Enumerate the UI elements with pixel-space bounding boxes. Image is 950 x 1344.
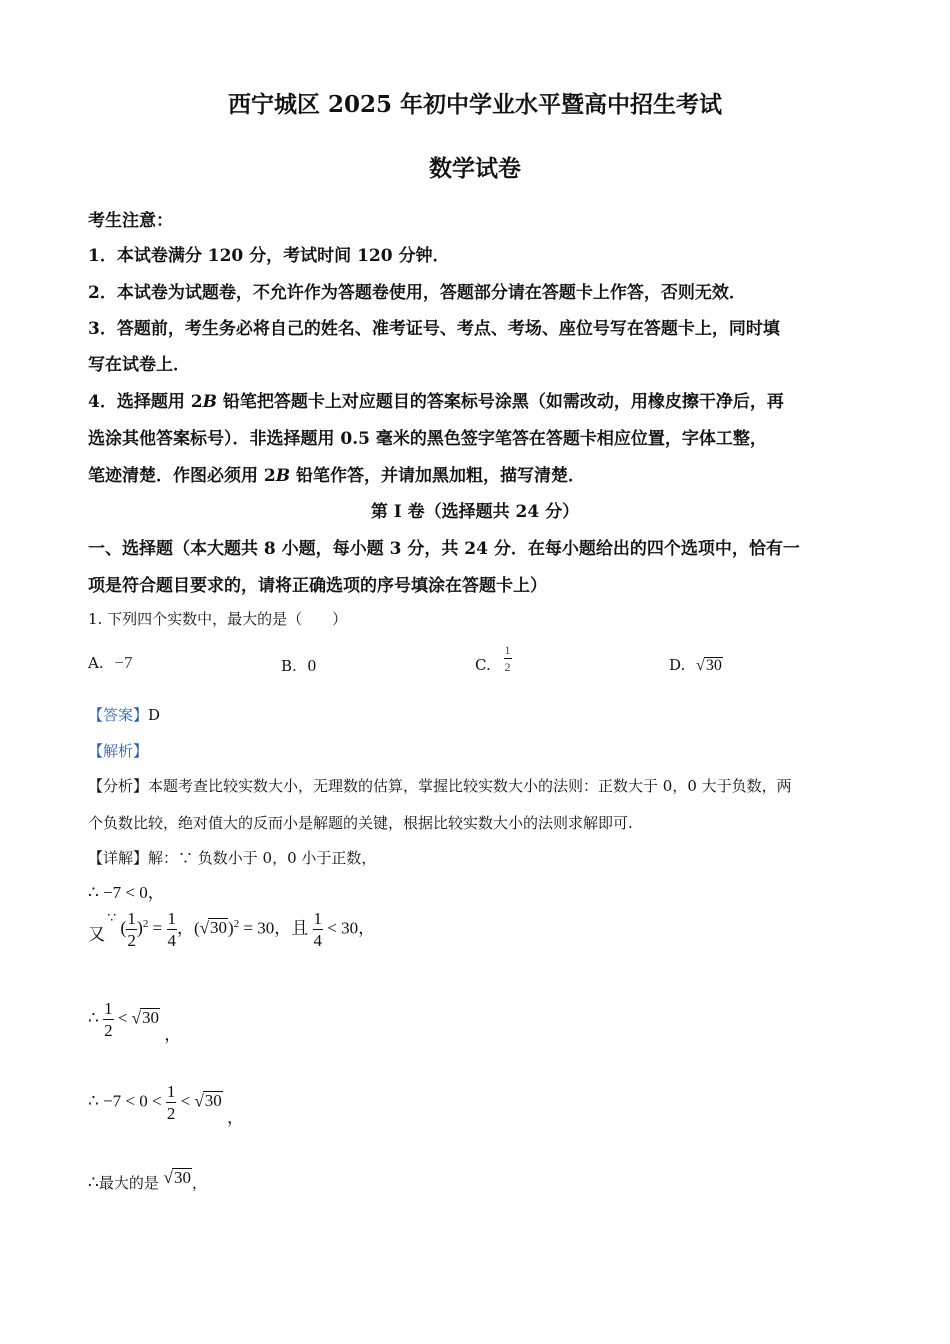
analysis-label: 【分析】 <box>88 777 149 795</box>
option-c-fraction <box>504 644 512 673</box>
frac3-num: 1 <box>313 909 323 928</box>
square-2: 2 <box>233 917 240 930</box>
lt-1: < <box>327 918 337 938</box>
analysis-tag: 【解析】 <box>88 742 149 760</box>
option-d-label: D. <box>669 656 686 674</box>
frac2-num: 1 <box>167 909 177 928</box>
answer-line <box>88 704 160 725</box>
step-1-expr: ∴ −7 < 0 <box>88 883 148 902</box>
option-c-numerator: 1 <box>504 642 511 657</box>
notice-item-4-text-a: 4．选择题用 2 <box>88 392 203 412</box>
radicand-4: 30 <box>173 1168 191 1187</box>
value-30-b: 30 <box>341 918 359 938</box>
frac5-den: 2 <box>166 1104 176 1123</box>
notice-item-4-text-b: 铅笔把答题卡上对应题目的答案标号涂黑（如需改动，用橡皮擦干净后，再 <box>216 392 784 412</box>
detail-label: 【详解】 <box>88 849 149 867</box>
step-3 <box>88 999 182 1044</box>
option-d-value <box>696 657 723 674</box>
frac4-den: 2 <box>104 1021 113 1040</box>
frac1-den: 2 <box>127 931 136 950</box>
notice-item-4-line-2: 选涂其他答案标号）．非选择题用 0.5 毫米的黑色签字笔答在答题卡相应位置，字体工整， <box>88 429 767 449</box>
therefore-symbol-2: ∴ <box>88 1091 99 1111</box>
radicand-3: 30 <box>204 1091 222 1111</box>
option-b-label: B. <box>281 657 297 675</box>
detail-text: 解：∵ 负数小于 0，0 小于正数， <box>148 849 377 867</box>
radicand-1: 30 <box>210 918 228 938</box>
and-word: 且 <box>291 918 309 938</box>
minus-seven: −7 <box>103 1091 122 1111</box>
notice-item-4-line-3-b-letter: B <box>275 466 291 486</box>
step-4-fraction <box>166 1083 177 1122</box>
option-a <box>88 653 132 673</box>
comma-1: ， <box>177 918 195 938</box>
notice-item-2: 2．本试卷为试题卷，不允许作为答题卷使用，答题部分请在答题卡上作答，否则无效． <box>88 283 746 303</box>
step-3-fraction <box>103 1000 114 1039</box>
paren-open-2: ( <box>194 918 200 938</box>
square-1: 2 <box>142 917 149 930</box>
exam-title: 西宁城区 2025 年初中学业水平暨高中招生考试 <box>227 91 723 118</box>
step-4 <box>88 1082 245 1127</box>
answer-tag: 【答案】 <box>88 706 149 724</box>
notice-item-3-line-2: 写在试卷上． <box>88 355 190 375</box>
step-5 <box>88 1168 207 1193</box>
notice-heading: 考生注意： <box>88 211 173 231</box>
step-2-fraction-2 <box>167 910 178 949</box>
sqrt-icon: √ <box>194 1091 204 1111</box>
frac1-num: 1 <box>127 909 136 928</box>
option-b <box>281 656 316 676</box>
lt-5: < <box>180 1091 191 1111</box>
option-c <box>475 642 512 674</box>
because-symbol: ∵ <box>107 911 117 926</box>
option-a-value: −7 <box>114 653 133 672</box>
final-sqrt <box>164 1168 192 1188</box>
option-d-radicand: 30 <box>705 657 722 674</box>
notice-item-3-line-1: 3．答题前，考生务必将自己的姓名、准考证号、考点、考场、座位号写在答题卡上，同时填 <box>88 319 780 339</box>
step-2-fraction-3 <box>313 910 324 949</box>
paren-open: ( <box>120 917 127 938</box>
analysis-text-1: 本题考查比较实数大小，无理数的估算，掌握比较实数大小的法则：正数大于 0，0 大于负数，两 <box>148 777 792 795</box>
value-30: 30 <box>257 918 275 938</box>
notice-item-4-line-3-a: 笔迹清楚．作图必须用 2 <box>88 466 276 486</box>
notice-item-4-b: B <box>202 392 217 412</box>
analysis-line-1 <box>88 775 792 796</box>
comma-6: ， <box>191 1174 207 1192</box>
part-heading-line-2: 项是符合题目要求的，请将正确选项的序号填涂在答题卡上） <box>88 576 547 596</box>
option-a-label: A. <box>88 654 104 672</box>
comma-3: ， <box>358 918 376 938</box>
notice-item-1: 1．本试卷满分 120 分，考试时间 120 分钟． <box>88 246 450 266</box>
therefore-symbol: ∴ <box>88 1008 99 1028</box>
option-c-denominator: 2 <box>504 659 511 674</box>
frac3-den: 4 <box>313 931 323 950</box>
notice-item-4-line-3-b: 铅笔作答，并请加黑加粗，描写清楚． <box>290 466 586 486</box>
analysis-line-2: 个负数比较，绝对值大的反而小是解题的关键，根据比较实数大小的法则求解即可. <box>88 814 633 832</box>
zero-value: 0 <box>139 1091 148 1111</box>
eq-1: = <box>152 918 163 938</box>
sqrt-icon: √ <box>199 918 210 938</box>
exam-subtitle: 数学试卷 <box>429 155 521 182</box>
frac4-num: 1 <box>104 999 113 1018</box>
frac5-num: 1 <box>166 1082 176 1101</box>
comma-5: ， <box>227 1108 245 1127</box>
eq-2: = <box>243 918 254 938</box>
option-d <box>669 650 723 675</box>
option-c-label: C. <box>475 656 491 674</box>
therefore-symbol-3: ∴ <box>88 1173 99 1192</box>
sqrt-icon: √ <box>131 1008 142 1028</box>
notice-item-4-line-1 <box>88 387 784 412</box>
comma-4: ， <box>164 1025 182 1044</box>
radicand-2: 30 <box>142 1008 160 1028</box>
sqrt-icon: √ <box>696 657 705 674</box>
lt-2: < <box>117 1008 128 1028</box>
part-heading-line-1: 一、选择题（本大题共 8 小题，每小题 3 分，共 24 分．在每小题给出的四个选项中，恰有一 <box>88 539 800 559</box>
volume-title: 第 I 卷（选择题共 24 分） <box>370 502 580 522</box>
question-1-stem: 1. 下列四个实数中，最大的是（ ） <box>88 610 348 628</box>
largest-text: 最大的是 <box>98 1174 159 1192</box>
step-1 <box>88 878 165 903</box>
lt-3: < <box>125 1091 136 1111</box>
step-2-fraction-1 <box>126 910 137 949</box>
step-2-prefix: 又 <box>88 925 105 944</box>
answer-value: D <box>148 706 161 724</box>
paren-close-2: ) <box>228 918 234 938</box>
frac2-den: 4 <box>167 931 177 950</box>
step-2 <box>88 910 375 949</box>
sqrt-icon: √ <box>163 1168 173 1187</box>
option-b-value: 0 <box>307 656 317 675</box>
lt-4: < <box>152 1091 162 1111</box>
paren-close: ) <box>136 917 143 938</box>
notice-item-4-line-3 <box>88 461 585 486</box>
comma-2: ， <box>274 918 292 938</box>
detail-line <box>88 847 376 868</box>
step-1-comma: ， <box>147 883 165 902</box>
